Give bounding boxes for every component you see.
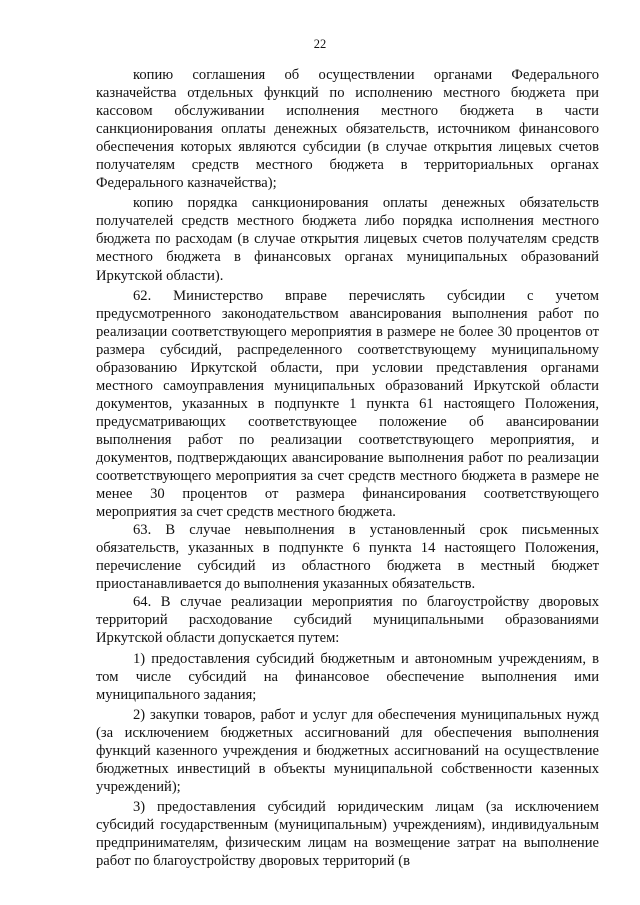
paragraph-soglashenie-copy: копию соглашения об осуществлении органами Федерального казначейства отдельных функций по исполнению местного бюджета при кассовом обслуживании исполнения местного бюджета в части санкционирования оплаты денежных обязательств, источником финансового обеспечения которых являются субсидии (в случае открытия лицевых счетов получателям средств местного бюджета в территориальных органах Федерального казначейства); — [96, 67, 599, 192]
paragraph-poryadok-copy: копию порядка санкционирования оплаты денежных обязательств получателей средств местного бюджета либо порядка исполнения местного бюджета по расходам (в случае открытия лицевых счетов получателям средств местного бюджета в финансовых органах муниципальных образований Иркутской области). — [96, 195, 599, 284]
page-number: 22 — [313, 37, 327, 51]
list-item-1: 1) предоставления субсидий бюджетным и автономным учреждениям, в том числе субсидий на финансовое обеспечение выполнения ими муниципального задания; — [96, 650, 599, 703]
list-item-2: 2) закупки товаров, работ и услуг для обеспечения муниципальных нужд (за исключением бюджетных ассигнований для обеспечения выполнения функций казенного учреждения и бюджетных ассигнований на осуществление бюджетных инвестиций в объекты муниципальной собственности казенных учреждений); — [96, 706, 599, 795]
list-item-3: 3) предоставления субсидий юридическим лицам (за исключением субсидий государственным (муниципальным) учреждениям), индивидуальным предпринимателям, физическим лицам на возмещение затрат на выполнение работ по благоустройству дворовых территорий (в — [96, 798, 599, 870]
paragraph-64: 64. В случае реализации мероприятия по благоустройству дворовых территорий расходование субсидий муниципальными образованиями Иркутской области допускается путем: — [96, 594, 599, 647]
paragraph-63: 63. В случае невыполнения в установленный срок письменных обязательств, указанных в подпункте 6 пункта 14 настоящего Положения, перечисление субсидий из областного бюджета в местный бюджет приостанавливается до выполнения указанных обязательств. — [96, 522, 599, 593]
body-text — [96, 66, 599, 872]
paragraph-62: 62. Министерство вправе перечислять субсидии с учетом предусмотренного законодательством авансирования выполнения работ по реализации соответствующего мероприятия в размере не более 30 процентов от размера субсидий, распределенного соответствующему муниципальному образованию Иркутской области, при условии представления органами местного самоуправления муниципальных образований Иркутской области документов, указанных в подпункте 1 пункта 61 настоящего Положения, предусматривающих соответствующее положение об авансировании выполнения работ по реализации соответствующего мероприятия, и документов, подтверждающих авансирование выполнения работ по реализации соответствующего мероприятия за счет средств местного бюджета в размере не менее 30 процентов от размера финансирования соответствующего мероприятия за счет средств местного бюджета. — [96, 287, 599, 521]
